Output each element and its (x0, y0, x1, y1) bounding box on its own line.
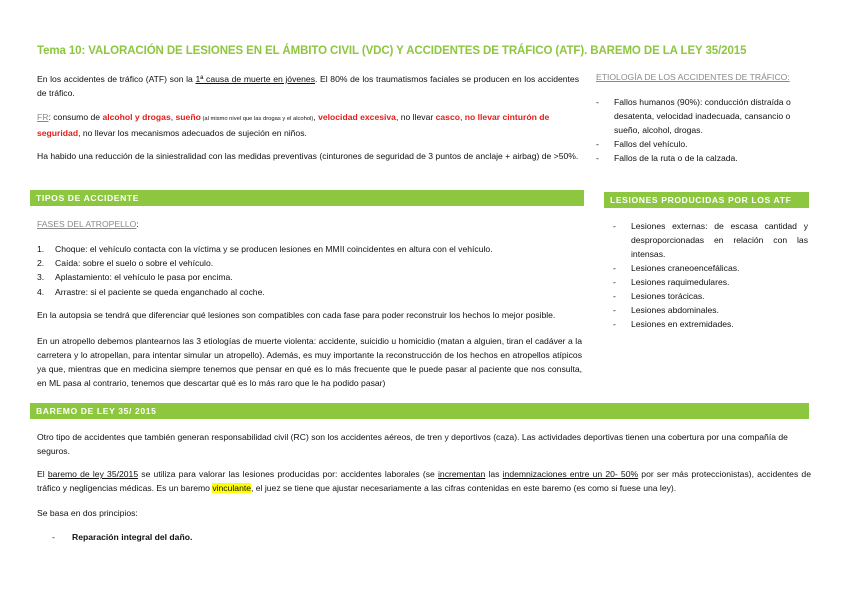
intro-text: En los accidentes de tráfico (ATF) son la (37, 74, 196, 84)
fr-casco: casco (435, 112, 460, 122)
fase-label: Caída (55, 258, 78, 269)
fr-text: , (170, 112, 176, 122)
fr-text: , (313, 112, 319, 122)
fr-text: , no llevar los mecanismos adecuados de sujeción en niños. (78, 128, 307, 138)
etiology-item: Fallos de la ruta o de la calzada. (614, 153, 738, 163)
dash-bullet: - (613, 319, 616, 329)
etiology-heading: ETIOLOGÍA DE LOS ACCIDENTES DE TRÁFICO: (596, 72, 790, 82)
list-item (37, 242, 582, 256)
lesion-item: Lesiones craneoencefálicas. (631, 263, 740, 273)
dash-bullet: - (613, 305, 616, 315)
baremo-text: , el juez se tiene que ajustar necesariamente a las cifras contenidas en este baremo (es como si fuese una ley). (251, 483, 677, 493)
list-item (596, 95, 808, 137)
section-bar-baremo: BAREMO DE LEY 35/ 2015 (30, 403, 809, 419)
reduction-paragraph: Ha habido una reducción de la siniestralidad con las medidas preventivas (cinturones de seguridad de 3 puntos de anclaje + airbag) de >50%. (37, 151, 579, 161)
list-item (613, 289, 808, 303)
fr-label: FR (37, 112, 49, 122)
baremo-text: El (37, 469, 48, 479)
list-item (613, 261, 808, 275)
baremo-text: por ser más proteccionistas), accidentes de tráfico y negligencias médicas. Es un baremo (37, 469, 811, 493)
fases-heading-text: FASES DEL ATROPELLO (37, 219, 137, 229)
item-number: 4. (37, 286, 45, 297)
fases-list (37, 242, 582, 299)
dash-bullet: - (596, 153, 599, 163)
etiology-list (596, 95, 808, 165)
baremo-text: se utiliza para valorar las lesiones producidas por: accidentes laborales (se (138, 469, 438, 479)
dash-bullet: - (613, 291, 616, 301)
autopsia-paragraph: En la autopsia se tendrá que diferenciar qué lesiones son compatibles con cada fase para poder reconstruir los hechos lo mejor posible. (37, 310, 556, 320)
fase-label: Aplastamiento (55, 272, 110, 283)
fr-sueno: sueño (175, 112, 201, 122)
list-item (613, 275, 808, 289)
fr-velocidad: velocidad excesiva (318, 112, 396, 122)
intro-underlined: 1ª causa de muerte en jóvenes (195, 74, 316, 84)
fase-text: : el vehículo le pasa por encima. (109, 272, 233, 283)
lesion-item: Lesiones en extremidades. (631, 319, 734, 329)
fr-alcohol: alcohol y drogas (102, 112, 171, 122)
etiology-item: Fallos humanos (90%): conducción distraída o desatenta, velocidad inadecuada, cansancio o sueño, alcohol, drogas. (614, 97, 791, 135)
list-item (37, 270, 582, 284)
lesion-item: Lesiones raquimedulares. (631, 277, 730, 287)
lesion-item: Lesiones externas: de escasa cantidad y desproporcionadas en relación con las intensas. (631, 221, 808, 259)
lesiones-list (613, 219, 808, 331)
list-item (613, 219, 808, 261)
list-item (596, 137, 808, 151)
fase-label: Choque (55, 244, 86, 254)
baremo-indemnizaciones: indemnizaciones entre un 20- 50% (502, 469, 639, 479)
list-item (52, 530, 452, 544)
dash-bullet: - (613, 263, 616, 273)
lesion-item: Lesiones abdominales. (631, 305, 719, 315)
baremo-paragraph-3: Se basa en dos principios: (37, 508, 138, 518)
intro-text-end: . El 80% de los traumatismos faciales se producen en los accidentes de tráfico. (37, 74, 579, 98)
item-number: 3. (37, 272, 45, 283)
fase-text: : el vehículo contacta con la víctima y se producen lesiones en MMII coincidentes en altura con el vehículo. (85, 244, 493, 254)
atropello-paragraph: En un atropello debemos plantearnos las 3 etiologías de muerte violenta: accidente, suicidio u homicidio (matan a alguien, tiran el cadáver a la carretera y lo atropellan, para intentar simular un atropello). Además, es muy importante la reconstrucción de los hechos en atropellos atípicos ya que, mientras que en medicina siempre tenemos que pensar en qué es lo más frecuente que le puede pasar al paciente que nos consulta, en ML pasa al contrario, tenemos que descartar qué es lo más raro que le ha podido pasar) (37, 336, 582, 388)
fr-cinturon: no llevar cinturón de seguridad (37, 112, 550, 138)
fases-colon: : (136, 219, 139, 229)
baremo-paragraph-2 (37, 467, 811, 495)
list-item (37, 285, 582, 299)
dash-bullet: - (613, 221, 616, 231)
list-item (37, 256, 582, 270)
baremo-text: las (485, 469, 503, 479)
section-bar-lesiones: LESIONES PRODUCIDAS POR LOS ATF (604, 192, 809, 208)
list-item (596, 151, 808, 165)
section-bar-tipos: TIPOS DE ACCIDENTE (30, 190, 584, 206)
lesion-item: Lesiones torácicas. (631, 291, 705, 301)
fr-text: : consumo de (48, 112, 103, 122)
fr-text: , (459, 112, 465, 122)
baremo-underlined: baremo de ley 35/2015 (47, 469, 139, 479)
fase-text: : sobre el suelo o sobre el vehículo. (77, 258, 214, 269)
fases-heading (37, 219, 139, 229)
fase-text: : si el paciente se queda enganchado al coche. (85, 286, 265, 297)
page-title: Tema 10: VALORACIÓN DE LESIONES EN EL ÁMBITO CIVIL (VDC) Y ACCIDENTES DE TRÁFICO (ATF). BAREMO DE LA LEY 35/2015 (37, 45, 747, 57)
dash-bullet: - (596, 139, 599, 149)
fase-label: Arrastre (55, 286, 86, 297)
dash-bullet: - (613, 277, 616, 287)
item-number: 1. (37, 244, 45, 254)
baremo-vinculante-highlight: vinculante (212, 483, 252, 493)
list-item (613, 303, 808, 317)
principios-list (52, 530, 452, 544)
item-number: 2. (37, 258, 45, 269)
etiology-item: Fallos del vehículo. (614, 139, 688, 149)
baremo-incrementan: incrementan (438, 469, 486, 479)
dash-bullet: - (596, 97, 599, 107)
fr-small-note: (al mismo nivel que las drogas y el alcohol) (200, 116, 314, 122)
baremo-paragraph-1: Otro tipo de accidentes que también generan responsabilidad civil (RC) son los accidentes aéreos, de tren y deportivos (caza). Las actividades deportivas tienen una cobertura por una compañía de seguros. (37, 432, 788, 456)
risk-factors-paragraph (37, 110, 582, 140)
fr-text: , no llevar (395, 112, 436, 122)
intro-paragraph (37, 72, 579, 100)
list-item (613, 317, 808, 331)
principio-item: Reparación integral del daño. (72, 532, 193, 542)
dash-bullet: - (52, 532, 55, 542)
